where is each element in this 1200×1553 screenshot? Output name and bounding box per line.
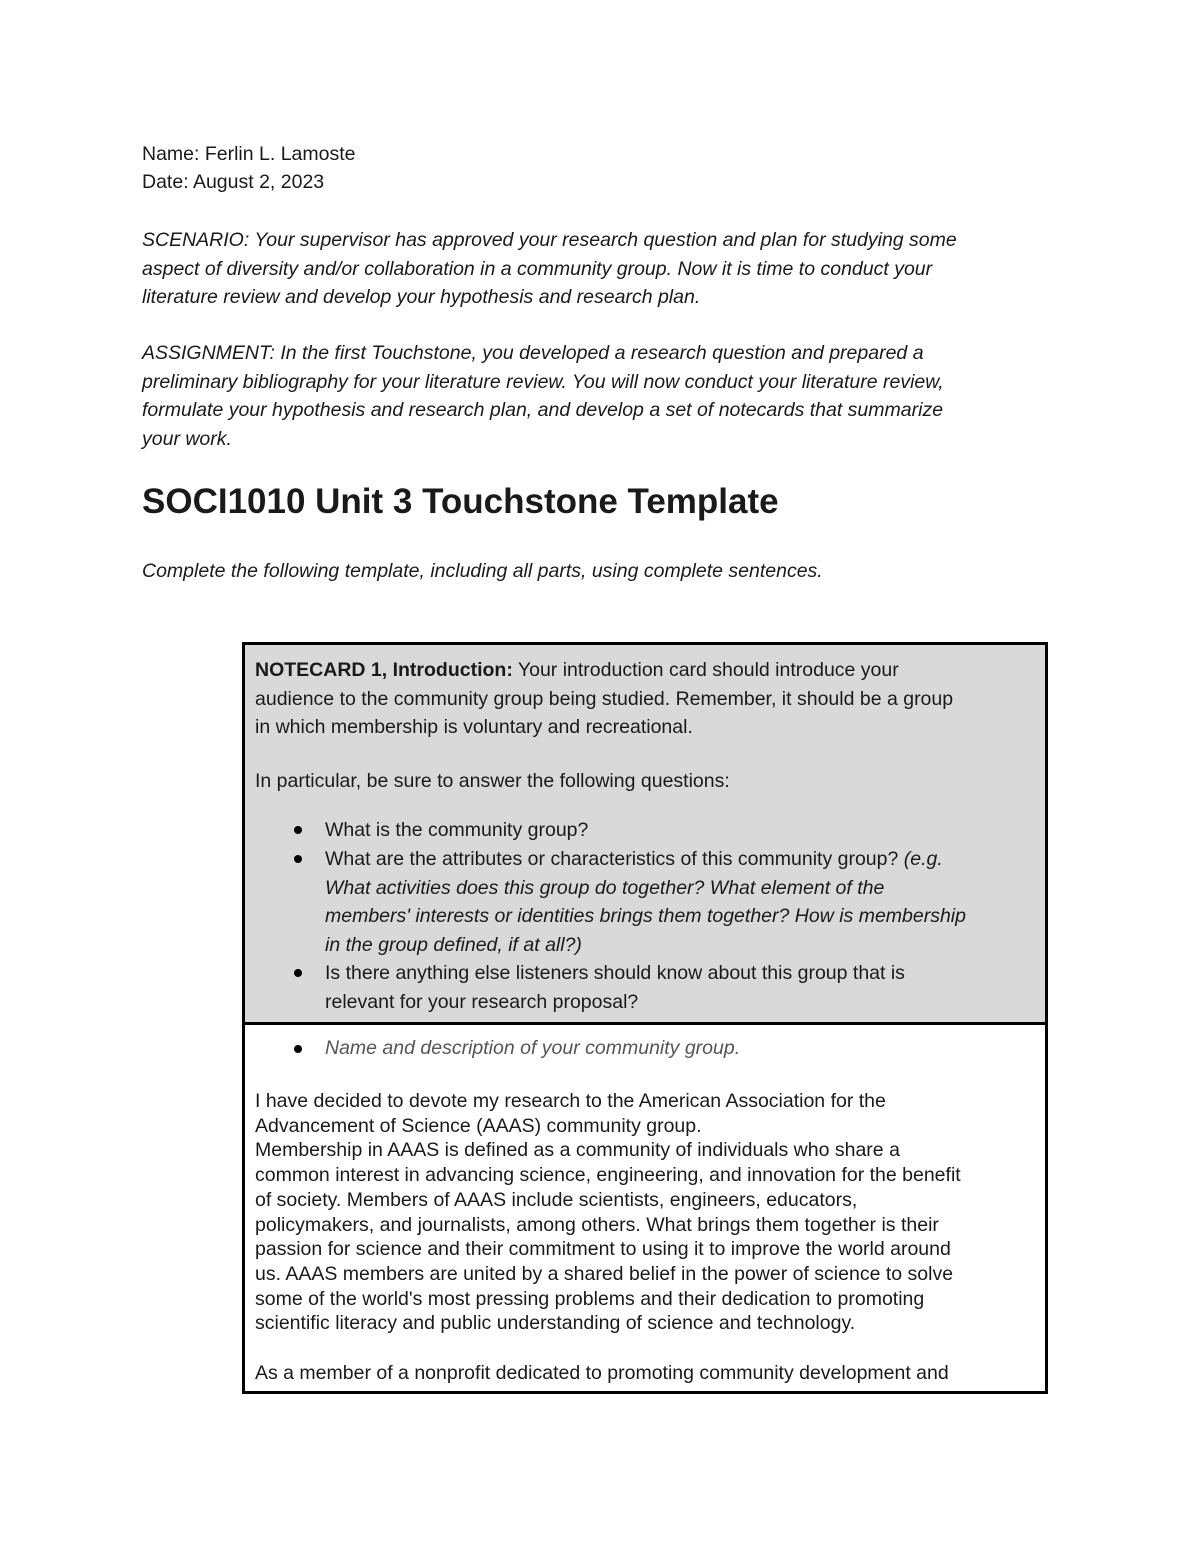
bullet3-line: Is there anything else listeners should know about this group that is [325,962,905,984]
questions-intro: In particular, be sure to answer the following questions: [255,770,730,792]
bullet-icon [294,1045,302,1053]
assignment-line: preliminary bibliography for your literature review. You will now conduct your literature review, [142,370,944,393]
scenario-line: SCENARIO: Your supervisor has approved your research question and plan for studying some [142,229,957,251]
answer-prompt: Name and description of your community group. [325,1037,741,1059]
question-bullet-3 [325,959,905,1016]
scenario-paragraph [142,226,1062,312]
instructions: Complete the following template, including all parts, using complete sentences. [142,560,823,582]
notecard-prompt-cell [245,645,1045,1025]
answer-line: some of the world's most pressing problems and their dedication to promoting [255,1287,925,1310]
bullet2-italic: (e.g. [903,848,943,870]
notecard-intro-line: audience to the community group being studied. Remember, it should be a group [255,687,954,710]
bullet-icon [294,826,302,834]
answer-line: scientific literacy and public understanding of science and technology. [255,1312,856,1335]
answer-line: passion for science and their commitment to using it to improve the world around [255,1238,951,1261]
notecard-intro-text: Your introduction card should introduce your [512,659,899,681]
answer-line: us. AAAS members are united by a shared belief in the power of science to solve [255,1262,954,1285]
bullet2-italic-line: in the group defined, if at all?) [325,933,582,956]
notecard-table [242,642,1048,1394]
date-line: Date: August 2, 2023 [142,171,325,193]
question-bullet-2 [325,845,966,959]
page-title: SOCI1010 Unit 3 Touchstone Template [142,482,779,521]
assignment-line: your work. [142,427,232,450]
assignment-paragraph [142,339,1062,453]
notecard-intro-line [255,656,899,685]
answer-text [255,1089,961,1336]
answer-line: Membership in AAAS is defined as a community of individuals who share a [255,1139,900,1162]
answer-line: I have decided to devote my research to the American Association for the [255,1090,886,1112]
notecard-answer-cell [245,1025,1045,1391]
answer-line: policymakers, and journalists, among others. What brings them together is their [255,1213,939,1236]
notecard-intro-line: in which membership is voluntary and recreational. [255,716,693,738]
bullet2-italic-line: members' interests or identities brings them together? How is membership [325,905,966,927]
scenario-line: aspect of diversity and/or collaboration in a community group. Now it is time to conduct your [142,257,933,280]
bullet-icon [294,855,302,863]
bullet2-italic-line: What activities does this group do together? What element of the [325,876,885,899]
answer-line: of society. Members of AAAS include scientists, engineers, educators, [255,1188,858,1211]
question-bullet-1: What is the community group? [325,819,589,841]
assignment-line: formulate your hypothesis and research plan, and develop a set of notecards that summarize [142,399,944,421]
answer-line: common interest in advancing science, engineering, and innovation for the benefit [255,1164,961,1187]
bullet3-line: relevant for your research proposal? [325,990,639,1013]
assignment-line: ASSIGNMENT: In the first Touchstone, you developed a research question and prepared a [142,342,924,364]
bullet2-plain: What are the attributes or characteristics of this community group? [325,848,904,870]
bullet-icon [294,969,302,977]
scenario-line: literature review and develop your hypothesis and research plan. [142,286,701,308]
notecard-label: NOTECARD 1, Introduction: [255,659,513,681]
answer-continuation: As a member of a nonprofit dedicated to promoting community development and [255,1362,949,1384]
answer-line: Advancement of Science (AAAS) community group. [255,1114,702,1137]
name-line: Name: Ferlin L. Lamoste [142,143,356,165]
